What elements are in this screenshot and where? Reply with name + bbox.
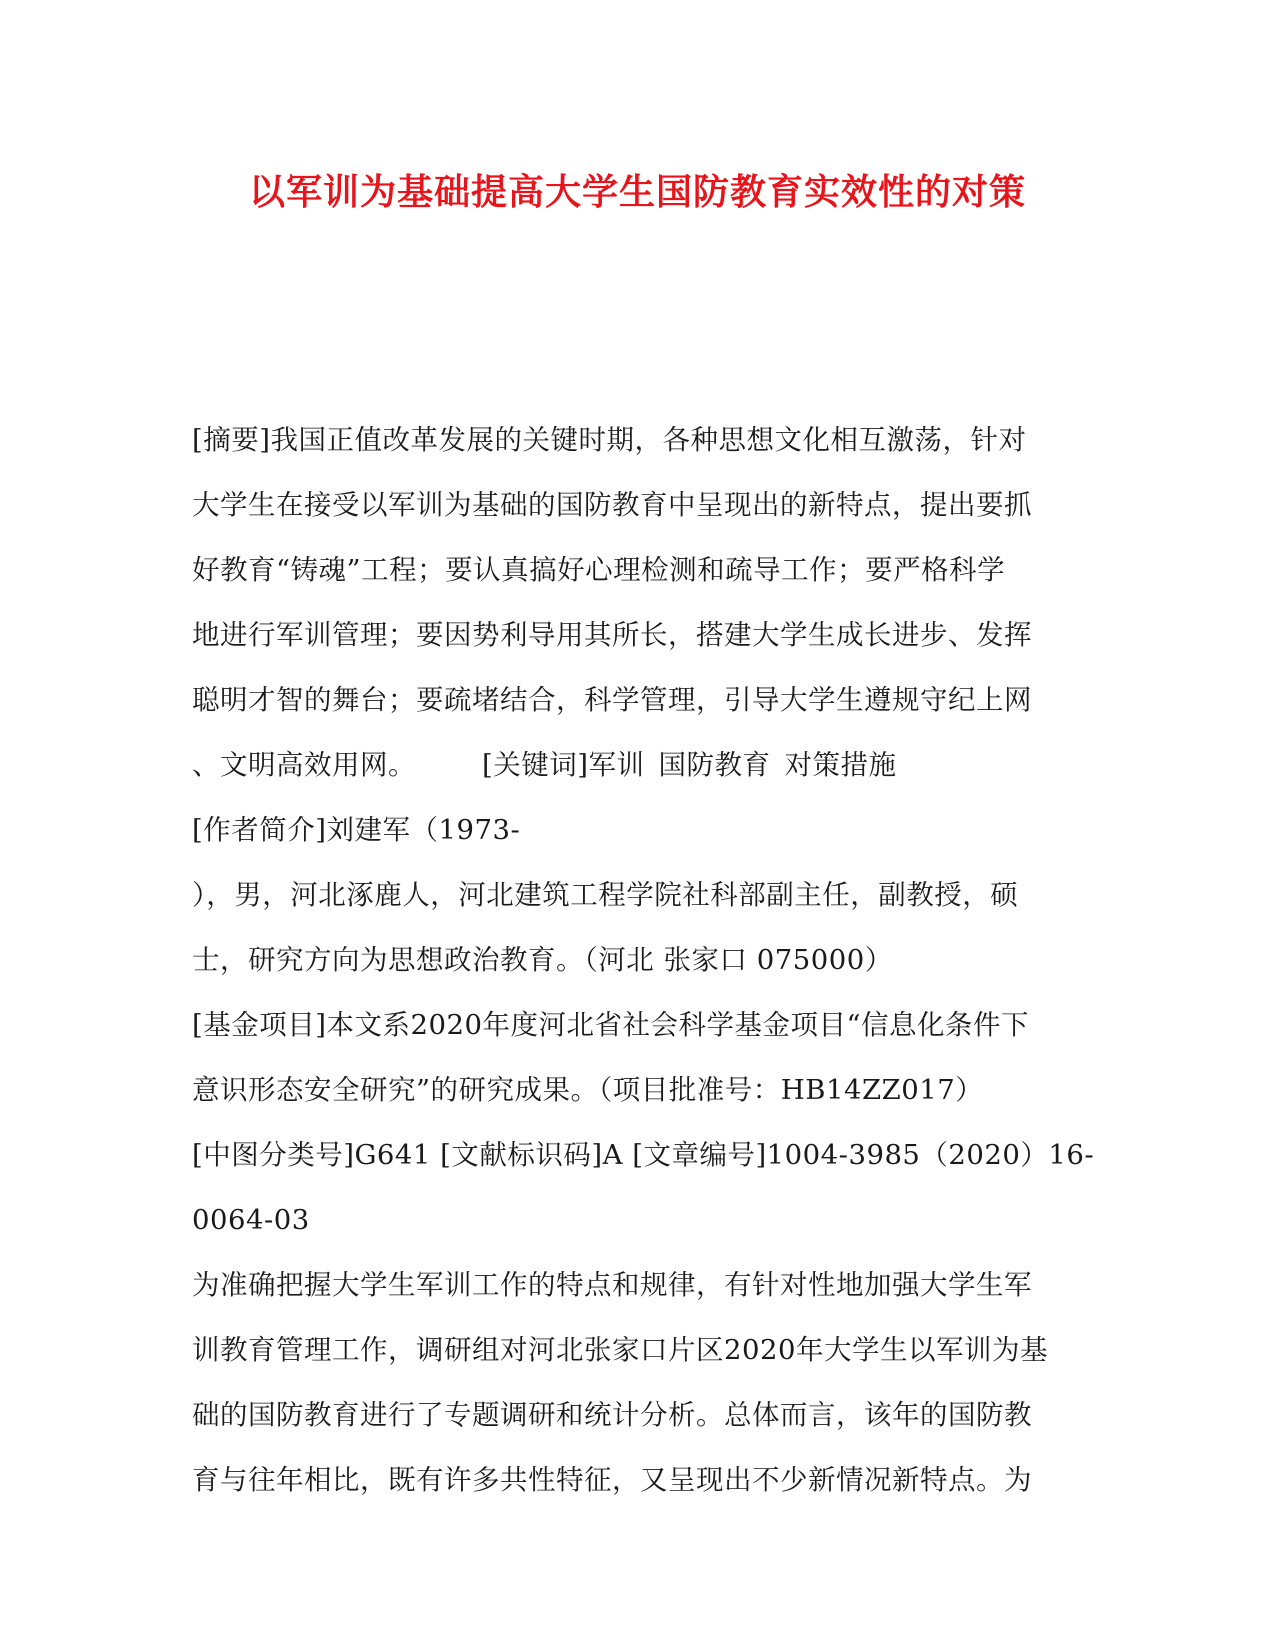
fund-line: [基金项目]本文系2020年度河北省社会科学基金项目“信息化条件下 [192, 1009, 1029, 1041]
document-title: 以军训为基础提高大学生国防教育实效性的对策 [248, 171, 1026, 213]
fund-line: 意识形态安全研究”的研究成果。（项目批准号：HB14ZZ017） [192, 1074, 984, 1106]
abstract-line: 聪明才智的舞台；要疏堵结合，科学管理，引导大学生遵规守纪上网 [192, 684, 1032, 716]
body-line: 育与往年相比，既有许多共性特征，又呈现出不少新情况新特点。为 [192, 1464, 1032, 1496]
keyword: 国防教育 [658, 749, 771, 781]
classification-line: [中图分类号]G641 [文献标识码]A [文章编号]1004-3985（2020）16- [192, 1139, 1095, 1171]
keywords-label: [关键词]军训 [482, 749, 645, 781]
author-line: ），男，河北涿鹿人，河北建筑工程学院社科部副主任，副教授，硕 [192, 879, 1019, 911]
keyword: 对策措施 [784, 749, 897, 781]
body-line: 训教育管理工作，调研组对河北张家口片区2020年大学生以军训为基 [192, 1334, 1048, 1366]
classification-line: 0064-03 [192, 1204, 310, 1236]
abstract-end: 、文明高效用网。 [192, 749, 416, 781]
author-line: [作者简介]刘建军（1973- [192, 814, 521, 846]
abstract-keywords-line [192, 733, 1084, 798]
abstract-line: 大学生在接受以军训为基础的国防教育中呈现出的新特点，提出要抓 [192, 489, 1032, 521]
author-line: 士，研究方向为思想政治教育。（河北 张家口 075000） [192, 944, 893, 976]
abstract-line: [摘要]我国正值改革发展的关键时期，各种思想文化相互激荡，针对 [192, 424, 1027, 456]
abstract-line: 地进行军训管理；要因势利导用其所长，搭建大学生成长进步、发挥 [192, 619, 1032, 651]
body-line: 为准确把握大学生军训工作的特点和规律，有针对性地加强大学生军 [192, 1269, 1032, 1301]
document-body [192, 408, 1095, 1513]
abstract-line: 好教育“铸魂”工程；要认真搞好心理检测和疏导工作；要严格科学 [192, 554, 1006, 586]
body-line: 础的国防教育进行了专题调研和统计分析。总体而言，该年的国防教 [192, 1399, 1032, 1431]
